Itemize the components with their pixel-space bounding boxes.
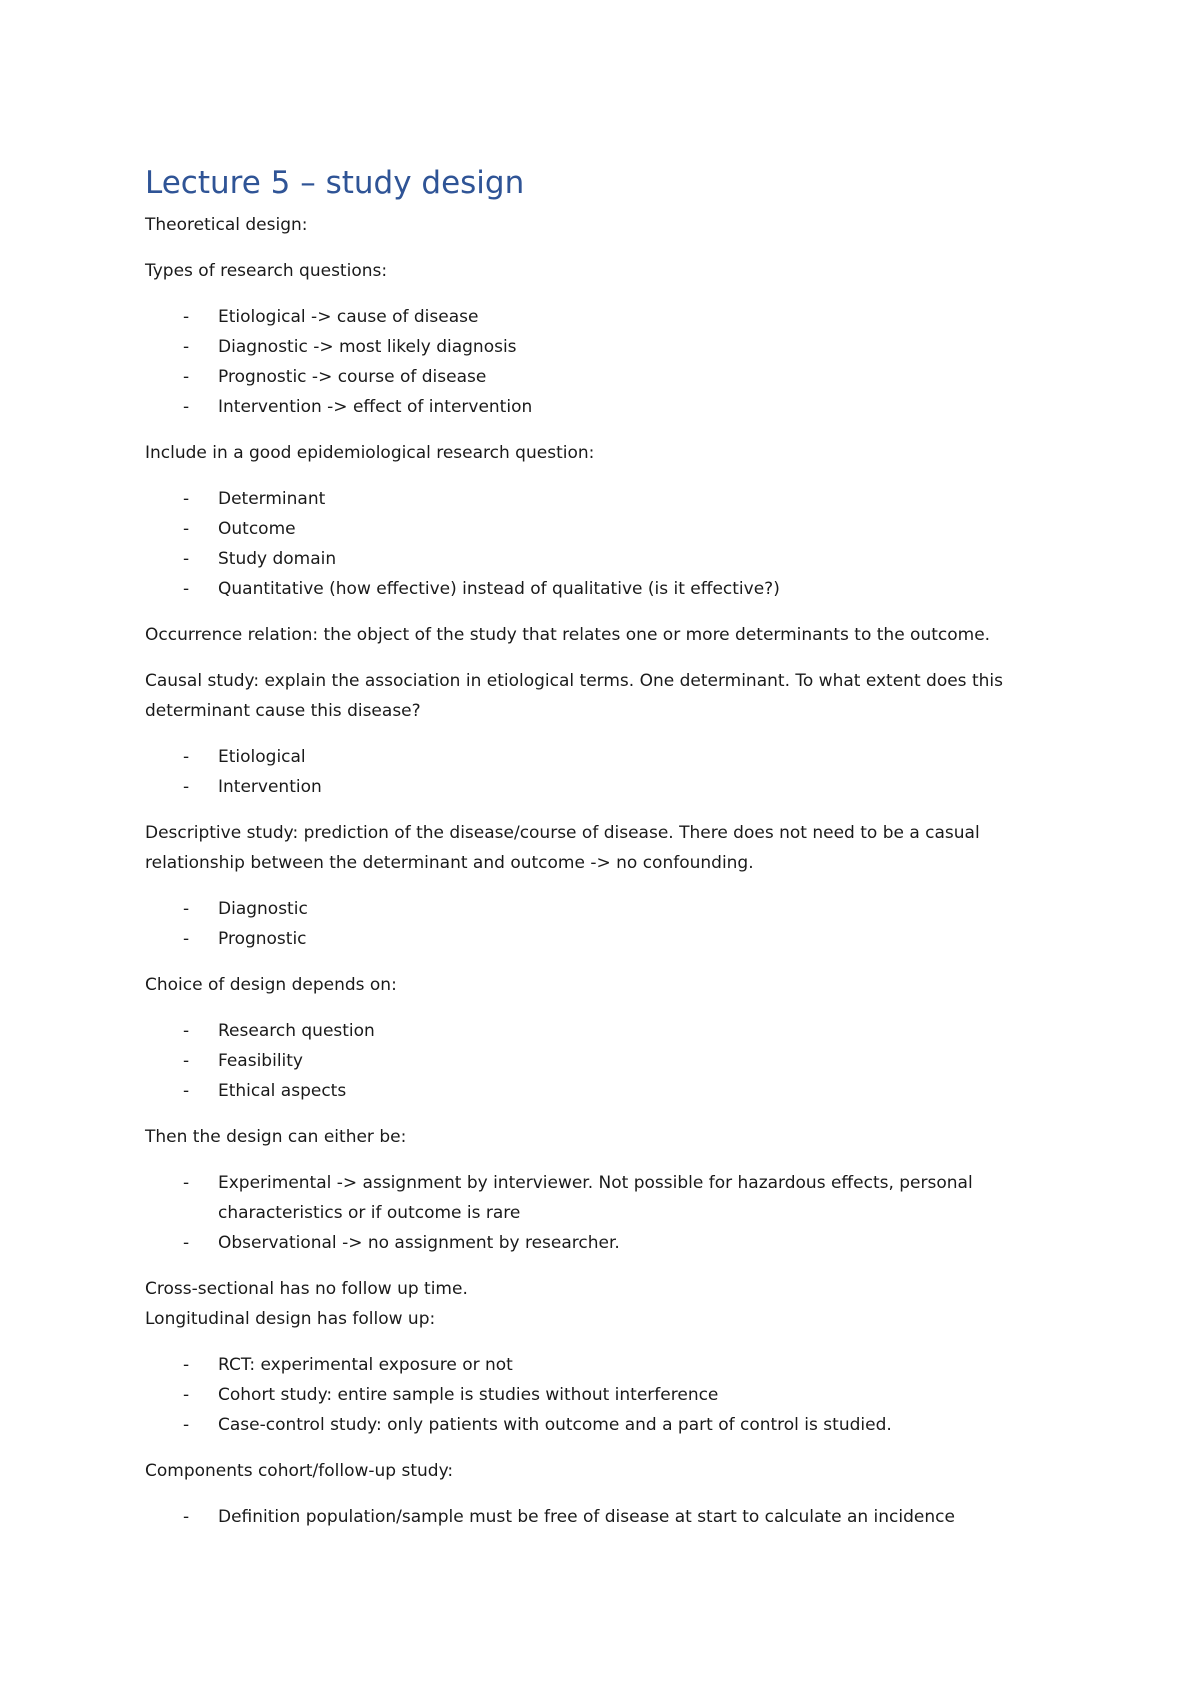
list-item [145,574,1065,604]
dash-bullet: - [183,1507,190,1527]
dash-bullet: - [183,1173,190,1193]
dash-bullet: - [183,397,190,417]
dash-bullet: - [183,489,190,509]
dash-bullet: - [183,747,190,767]
list-item [145,1502,1065,1532]
list-item-text: Case-control study: only patients with outcome and a part of control is studied. [218,1415,892,1435]
list-item [145,362,1065,392]
list-item-text: Feasibility [218,1051,303,1071]
dash-bullet: - [183,1233,190,1253]
list-item-text: Prognostic -> course of disease [218,367,487,387]
list-item [145,1380,1065,1410]
paragraph: Types of research questions: [145,261,388,281]
list-item-text: Definition population/sample must be free of disease at start to calculate an incidence [218,1507,955,1527]
list-item-text: Diagnostic [218,899,308,919]
list-item-text: Determinant [218,489,326,509]
paragraph: Longitudinal design has follow up: [145,1309,436,1329]
dash-bullet: - [183,367,190,387]
list-item-text: Observational -> no assignment by researcher. [218,1233,620,1253]
paragraph: Include in a good epidemiological research question: [145,443,595,463]
dash-bullet: - [183,1081,190,1101]
list-item [145,1168,1065,1228]
list-item-text: Outcome [218,519,296,539]
dash-bullet: - [183,1385,190,1405]
paragraph: Occurrence relation: the object of the study that relates one or more determinants to the outcome. [145,625,991,645]
dash-bullet: - [183,1415,190,1435]
dash-bullet: - [183,777,190,797]
paragraph: Theoretical design: [145,215,308,235]
list-item-text: Etiological -> cause of disease [218,307,479,327]
list-item [145,894,1065,924]
list-item-text: Study domain [218,549,337,569]
dash-list [145,1502,1065,1532]
list-item-text: Cohort study: entire sample is studies without interference [218,1385,719,1405]
list-item [145,742,1065,772]
dash-bullet: - [183,899,190,919]
dash-list [145,302,1065,422]
dash-list [145,894,1065,954]
list-item-text: Etiological [218,747,306,767]
paragraph: Components cohort/follow-up study: [145,1461,454,1481]
list-item [145,1016,1065,1046]
list-item-text: Diagnostic -> most likely diagnosis [218,337,517,357]
list-item [145,392,1065,422]
dash-bullet: - [183,1355,190,1375]
dash-list [145,1016,1065,1106]
list-item [145,1410,1065,1440]
list-item [145,544,1065,574]
dash-bullet: - [183,579,190,599]
dash-bullet: - [183,519,190,539]
list-item [145,484,1065,514]
dash-bullet: - [183,307,190,327]
list-item [145,1076,1065,1106]
list-item-text: Research question [218,1021,375,1041]
list-item [145,924,1065,954]
list-item [145,1228,1065,1258]
dash-list [145,484,1065,604]
list-item [145,302,1065,332]
paragraph: Then the design can either be: [145,1127,407,1147]
dash-list [145,1350,1065,1440]
paragraph: Choice of design depends on: [145,975,397,995]
list-item-text: Experimental -> assignment by interviewer. Not possible for hazardous effects, personal characteristics or if outcome is rare [218,1173,973,1223]
document-body [145,162,1065,1548]
list-item-text: RCT: experimental exposure or not [218,1355,513,1375]
list-item-text: Ethical aspects [218,1081,347,1101]
list-item-text: Prognostic [218,929,307,949]
dash-list [145,1168,1065,1258]
dash-bullet: - [183,1051,190,1071]
dash-bullet: - [183,1021,190,1041]
paragraph: Descriptive study: prediction of the disease/course of disease. There does not need to be a casual relationship between the determinant and outcome -> no confounding. [145,823,980,873]
list-item-text: Intervention [218,777,322,797]
paragraph: Cross-sectional has no follow up time. [145,1279,468,1299]
list-item [145,1350,1065,1380]
dash-list [145,742,1065,802]
dash-bullet: - [183,337,190,357]
paragraph: Causal study: explain the association in etiological terms. One determinant. To what extent does this determinant cause this disease? [145,671,1003,721]
dash-bullet: - [183,929,190,949]
list-item-text: Quantitative (how effective) instead of qualitative (is it effective?) [218,579,780,599]
list-item-text: Intervention -> effect of intervention [218,397,533,417]
dash-bullet: - [183,549,190,569]
list-item [145,772,1065,802]
list-item [145,1046,1065,1076]
list-item [145,332,1065,362]
document-title: Lecture 5 – study design [145,165,525,201]
list-item [145,514,1065,544]
